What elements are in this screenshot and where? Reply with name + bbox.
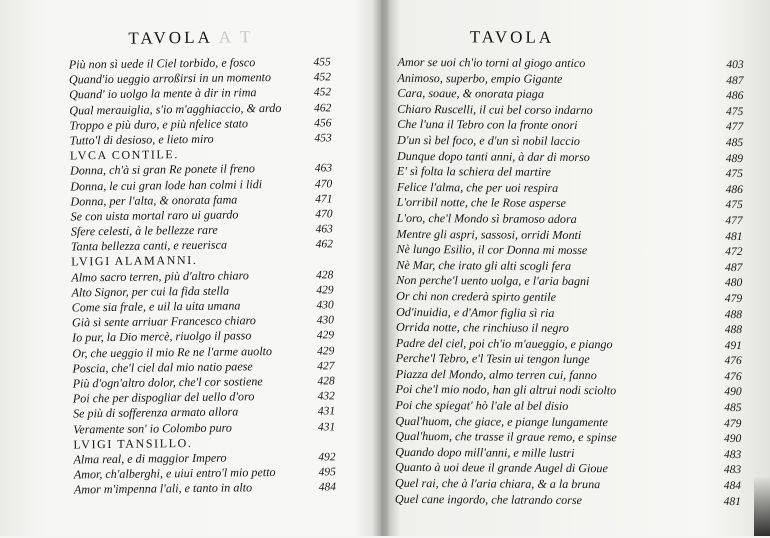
entry-first-line: Donna, le cui gran lode han colmi i lidi: [70, 177, 262, 195]
entry-first-line: Cara, soaue, & onorata piaga: [397, 86, 544, 102]
entry-page-number: 491: [721, 339, 742, 355]
entry-page-number: 453: [310, 131, 331, 146]
entry-page-number: 483: [720, 463, 741, 479]
entry-first-line: Non perche'l uento uolga, e l'aria bagni: [396, 273, 589, 290]
entry-page-number: 428: [312, 268, 333, 283]
entry-first-line: Or, che ueggio il mio Re ne l'arme auolto: [72, 344, 272, 362]
entry-page-number: 455: [309, 55, 330, 70]
entry-page-number: 486: [722, 183, 743, 199]
entry-first-line: D'un sì bel foco, e d'un sì nobil laccio: [397, 133, 580, 150]
entry-page-number: 463: [311, 222, 332, 237]
entry-page-number: 476: [720, 370, 741, 386]
entry-page-number: 488: [721, 323, 742, 339]
entry-first-line: Quel rai, che à l'aria chiara, & a la bruna: [395, 476, 600, 493]
entry-page-number: 484: [720, 479, 741, 495]
entry-first-line: Quel cane ingordo, che latrando corse: [395, 492, 582, 509]
entry-first-line: Qual'huom, che trasse il graue remo, e spinse: [395, 429, 617, 446]
entry-page-number: 485: [720, 401, 741, 417]
entry-first-line: Quando dopo mill'anni, e mille lustri: [395, 445, 574, 462]
entry-first-line: Orrida notte, che rinchiuso il negro: [396, 320, 569, 337]
entry-page-number: 430: [312, 298, 333, 313]
entry-page-number: 477: [722, 120, 743, 136]
entry-page-number: 432: [314, 389, 335, 404]
entry-first-line: Tanta bellezza canti, e reuerisca: [71, 238, 227, 255]
page-edge-shadow: [754, 476, 770, 536]
entry-page-number: 462: [312, 238, 333, 253]
entry-first-line: Poi che spiegat' hò l'ale al bel disio: [395, 398, 568, 415]
entry-first-line: Amor se uoi ch'io torni al giogo antico: [398, 55, 586, 72]
entry-page-number: 489: [722, 151, 743, 167]
entry-first-line: Alto Signor, per cui la fida stella: [71, 283, 229, 300]
entry-first-line: LVIGI ALAMANNI.: [71, 253, 197, 270]
entry-first-line: Come sia frale, e uil la uita umana: [72, 298, 241, 315]
entry-page-number: 492: [314, 450, 335, 465]
entry-first-line: Nè lungo Esilio, il cor Donna mi mosse: [396, 242, 587, 259]
entry-page-number: 472: [721, 245, 742, 261]
entry-first-line: Perche'l Tebro, e'l Tesin ui tengon lunge: [396, 351, 590, 368]
entry-page-number: 471: [311, 192, 332, 207]
entry-page-number: 487: [721, 261, 742, 277]
entry-page-number: 488: [721, 307, 742, 323]
entry-first-line: Dunque dopo tanti anni, à dar di morso: [397, 148, 590, 165]
entry-first-line: Poi che'l mio nodo, han gli altrui nodi sciolto: [396, 382, 617, 399]
entry-page-number: 479: [720, 417, 741, 433]
entry-page-number: 429: [313, 344, 334, 359]
entry-first-line: Od'inuidia, e d'Amor figlia sì ria: [396, 304, 554, 321]
right-running-head: TAVOLA: [470, 27, 554, 50]
entry-first-line: Più d'ogn'altro dolor, che'l cor sostiene: [73, 374, 263, 392]
entry-first-line: Animoso, superbo, empio Gigante: [397, 70, 562, 87]
entry-page-number: 452: [310, 70, 331, 85]
entry-first-line: L'orribil notte, che le Rose asperse: [397, 195, 566, 212]
entry-first-line: Felice l'alma, che per uoi respira: [397, 180, 558, 197]
entry-page-number: 486: [722, 89, 743, 105]
entry-first-line: Sfere celesti, à le bellezze rare: [71, 223, 218, 240]
entry-page-number: 427: [313, 359, 334, 374]
entry-first-line: Già sì sente arriuar Francesco chiaro: [72, 313, 256, 330]
entry-first-line: Troppo e più duro, e più nfelice stato: [69, 116, 248, 133]
entry-page-number: 456: [310, 116, 331, 131]
entry-first-line: Quanto à uoi deue il grande Augel di Gioue: [395, 460, 608, 477]
entry-page-number: 484: [315, 480, 336, 495]
entry-page-number: 430: [313, 313, 334, 328]
entry-page-number: 429: [312, 283, 333, 298]
entry-page-number: 485: [722, 136, 743, 152]
left-index-list: [69, 54, 336, 498]
entry-first-line: Se con uista mortal raro ui guardo: [71, 207, 239, 224]
entry-first-line: Amor, ch'alberghi, e uiui entro'l mio petto: [74, 465, 276, 483]
entry-page-number: 479: [721, 292, 742, 308]
entry-first-line: Veramente son' io Colombo puro: [73, 420, 232, 437]
right-page: [381, 0, 770, 537]
entry-first-line: Donna, ch'à si gran Re ponete il freno: [70, 162, 255, 179]
entry-first-line: Quand' io uolgo la mente à dir in rima: [69, 86, 257, 103]
entry-first-line: Poscia, che'l ciel dal mio natio paese: [72, 359, 252, 376]
entry-first-line: Qual'huom, che giace, e piange lungamente: [395, 414, 608, 431]
entry-first-line: Qual merauiglia, s'io m'agghiaccio, & ardo: [69, 100, 281, 118]
entry-first-line: Poi che per dispogliar del uello d'oro: [73, 389, 255, 406]
entry-first-line: Amor m'impenna l'ali, e tanto in alto: [74, 481, 252, 498]
entry-first-line: Donna, per l'alta, & onorata fama: [70, 192, 237, 209]
entry-page-number: 463: [311, 162, 332, 177]
entry-page-number: 470: [311, 207, 332, 222]
entry-first-line: Più non sì uede il Ciel torbido, e fosco: [69, 55, 256, 72]
entry-page-number: 431: [314, 420, 335, 435]
left-running-head: [128, 27, 253, 51]
entry-page-number: 490: [720, 385, 741, 401]
entry-page-number: 487: [722, 73, 743, 89]
entry-first-line: Quand'io ueggio arroßirsi in un momento: [69, 70, 271, 88]
left-running-head-bleed: A T: [219, 27, 254, 46]
entry-first-line: Or chi non crederà spirto gentile: [396, 289, 556, 306]
entry-first-line: Alma real, e di maggior Impero: [74, 450, 227, 467]
entry-first-line: LVCA CONTILE.: [70, 147, 179, 164]
entry-page-number: 475: [721, 198, 742, 214]
entry-first-line: Tutto'l di desioso, e lieto miro: [70, 132, 214, 149]
entry-first-line: Nè Mar, che irato gli alti scogli fera: [396, 258, 571, 275]
entry-page-number: 403: [722, 58, 743, 74]
entry-page-number: 480: [721, 276, 742, 292]
entry-page-number: 477: [721, 214, 742, 230]
index-entry: [395, 492, 741, 510]
index-entry: [74, 479, 336, 497]
entry-first-line: Che l'una il Tebro con la fronte onori: [397, 117, 577, 134]
entry-first-line: Io pur, la Dio mercè, riuolgo il passo: [72, 329, 251, 346]
entry-first-line: L'oro, che'l Mondo sì bramoso adora: [397, 211, 577, 228]
entry-first-line: E' sì folta la schiera del martire: [397, 164, 551, 181]
right-index-list: [395, 55, 744, 509]
left-running-head-title: TAVOLA: [128, 28, 213, 48]
entry-page-number: 490: [720, 432, 741, 448]
entry-page-number: 462: [310, 101, 331, 116]
entry-page-number: 428: [313, 374, 334, 389]
entry-page-number: 476: [720, 354, 741, 370]
entry-page-number: 481: [720, 495, 741, 511]
entry-first-line: LVIGI TANSILLO.: [73, 436, 192, 453]
entry-first-line: Padre del ciel, poi ch'io m'aueggio, e piango: [396, 336, 613, 353]
entry-first-line: Almo sacro terren, più d'altro chiaro: [71, 268, 249, 285]
entry-page-number: 452: [310, 86, 331, 101]
entry-page-number: 429: [313, 329, 334, 344]
entry-page-number: 431: [314, 405, 335, 420]
entry-page-number: 483: [720, 448, 741, 464]
entry-first-line: Se più di sofferenza armato allora: [73, 405, 238, 422]
entry-first-line: Chiaro Ruscelli, il cui bel corso indarno: [397, 102, 592, 119]
entry-page-number: 481: [721, 229, 742, 245]
entry-page-number: 475: [722, 167, 743, 183]
entry-page-number: 475: [722, 105, 743, 121]
entry-page-number: 495: [314, 465, 335, 480]
entry-page-number: 470: [311, 177, 332, 192]
entry-first-line: Piazza del Mondo, almo terren cui, fanno: [396, 367, 597, 384]
entry-first-line: Mentre gli aspri, sassosi, orridi Monti: [397, 226, 582, 243]
